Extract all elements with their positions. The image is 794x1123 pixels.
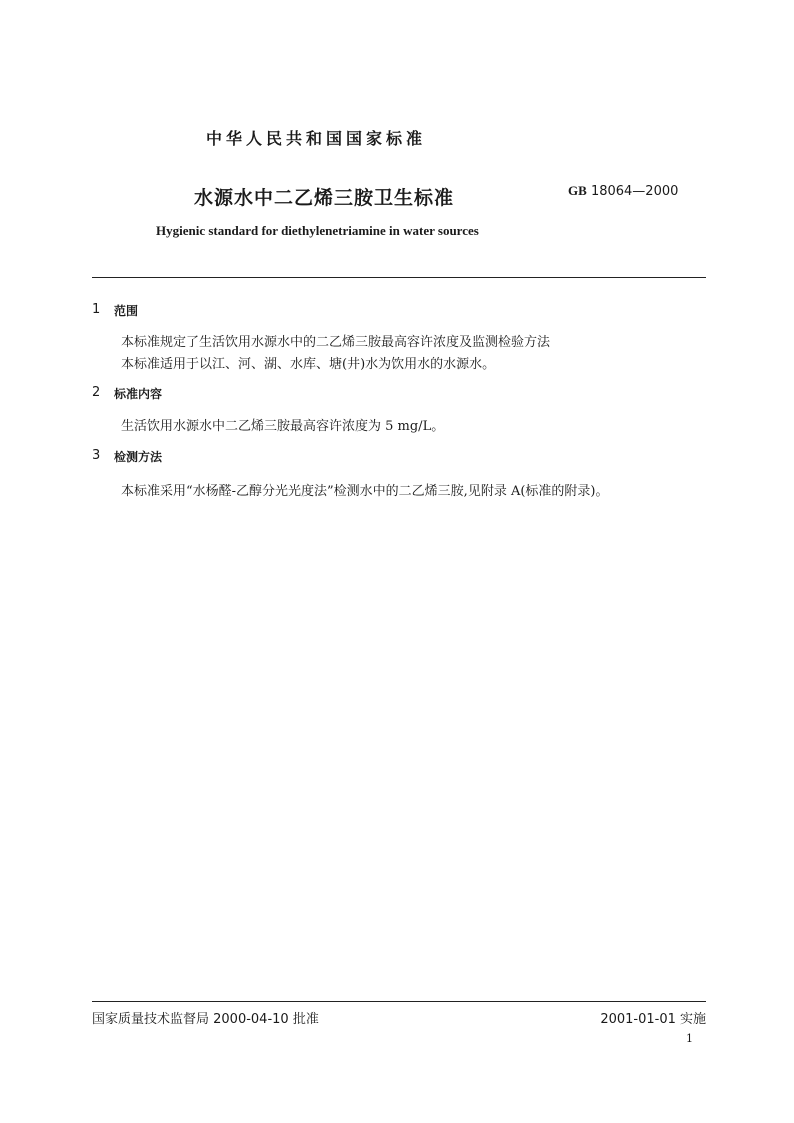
section-paragraph: 本标准规定了生活饮用水源水中的二乙烯三胺最高容许浓度及监测检验方法 <box>121 335 551 350</box>
document-title-en: Hygienic standard for diethylenetriamine in water sources <box>156 223 479 238</box>
section-number: 2 <box>92 385 101 400</box>
footer-divider <box>92 1001 706 1002</box>
section-number: 1 <box>92 302 101 317</box>
section-paragraph: 生活饮用水源水中二乙烯三胺最高容许浓度为 5 mg/L。 <box>121 419 445 434</box>
section-title-method: 检测方法 <box>114 450 163 464</box>
standard-prefix: GB <box>568 183 587 198</box>
section-title-content: 标准内容 <box>114 387 163 401</box>
section-paragraph: 本标准适用于以江、河、湖、水库、塘(井)水为饮用水的水源水。 <box>121 357 496 372</box>
approval-line: 国家质量技术监督局 2000-04-10 批准 <box>92 1012 319 1027</box>
section-paragraph: 本标准采用“水杨醛-乙醇分光光度法”检测水中的二乙烯三胺,见附录 A(标准的附录)。 <box>121 484 609 499</box>
implementation-date: 2001-01-01 实施 <box>600 1012 706 1027</box>
page-number: 1 <box>686 1032 693 1045</box>
national-standard-heading: 中华人民共和国国家标准 <box>206 129 427 148</box>
document-title-cn: 水源水中二乙烯三胺卫生标准 <box>194 187 455 209</box>
header-divider <box>92 277 706 278</box>
section-title-scope: 范围 <box>114 304 139 318</box>
section-number: 3 <box>92 448 101 463</box>
standard-number <box>568 183 678 199</box>
standard-code: 18064—2000 <box>590 184 679 199</box>
